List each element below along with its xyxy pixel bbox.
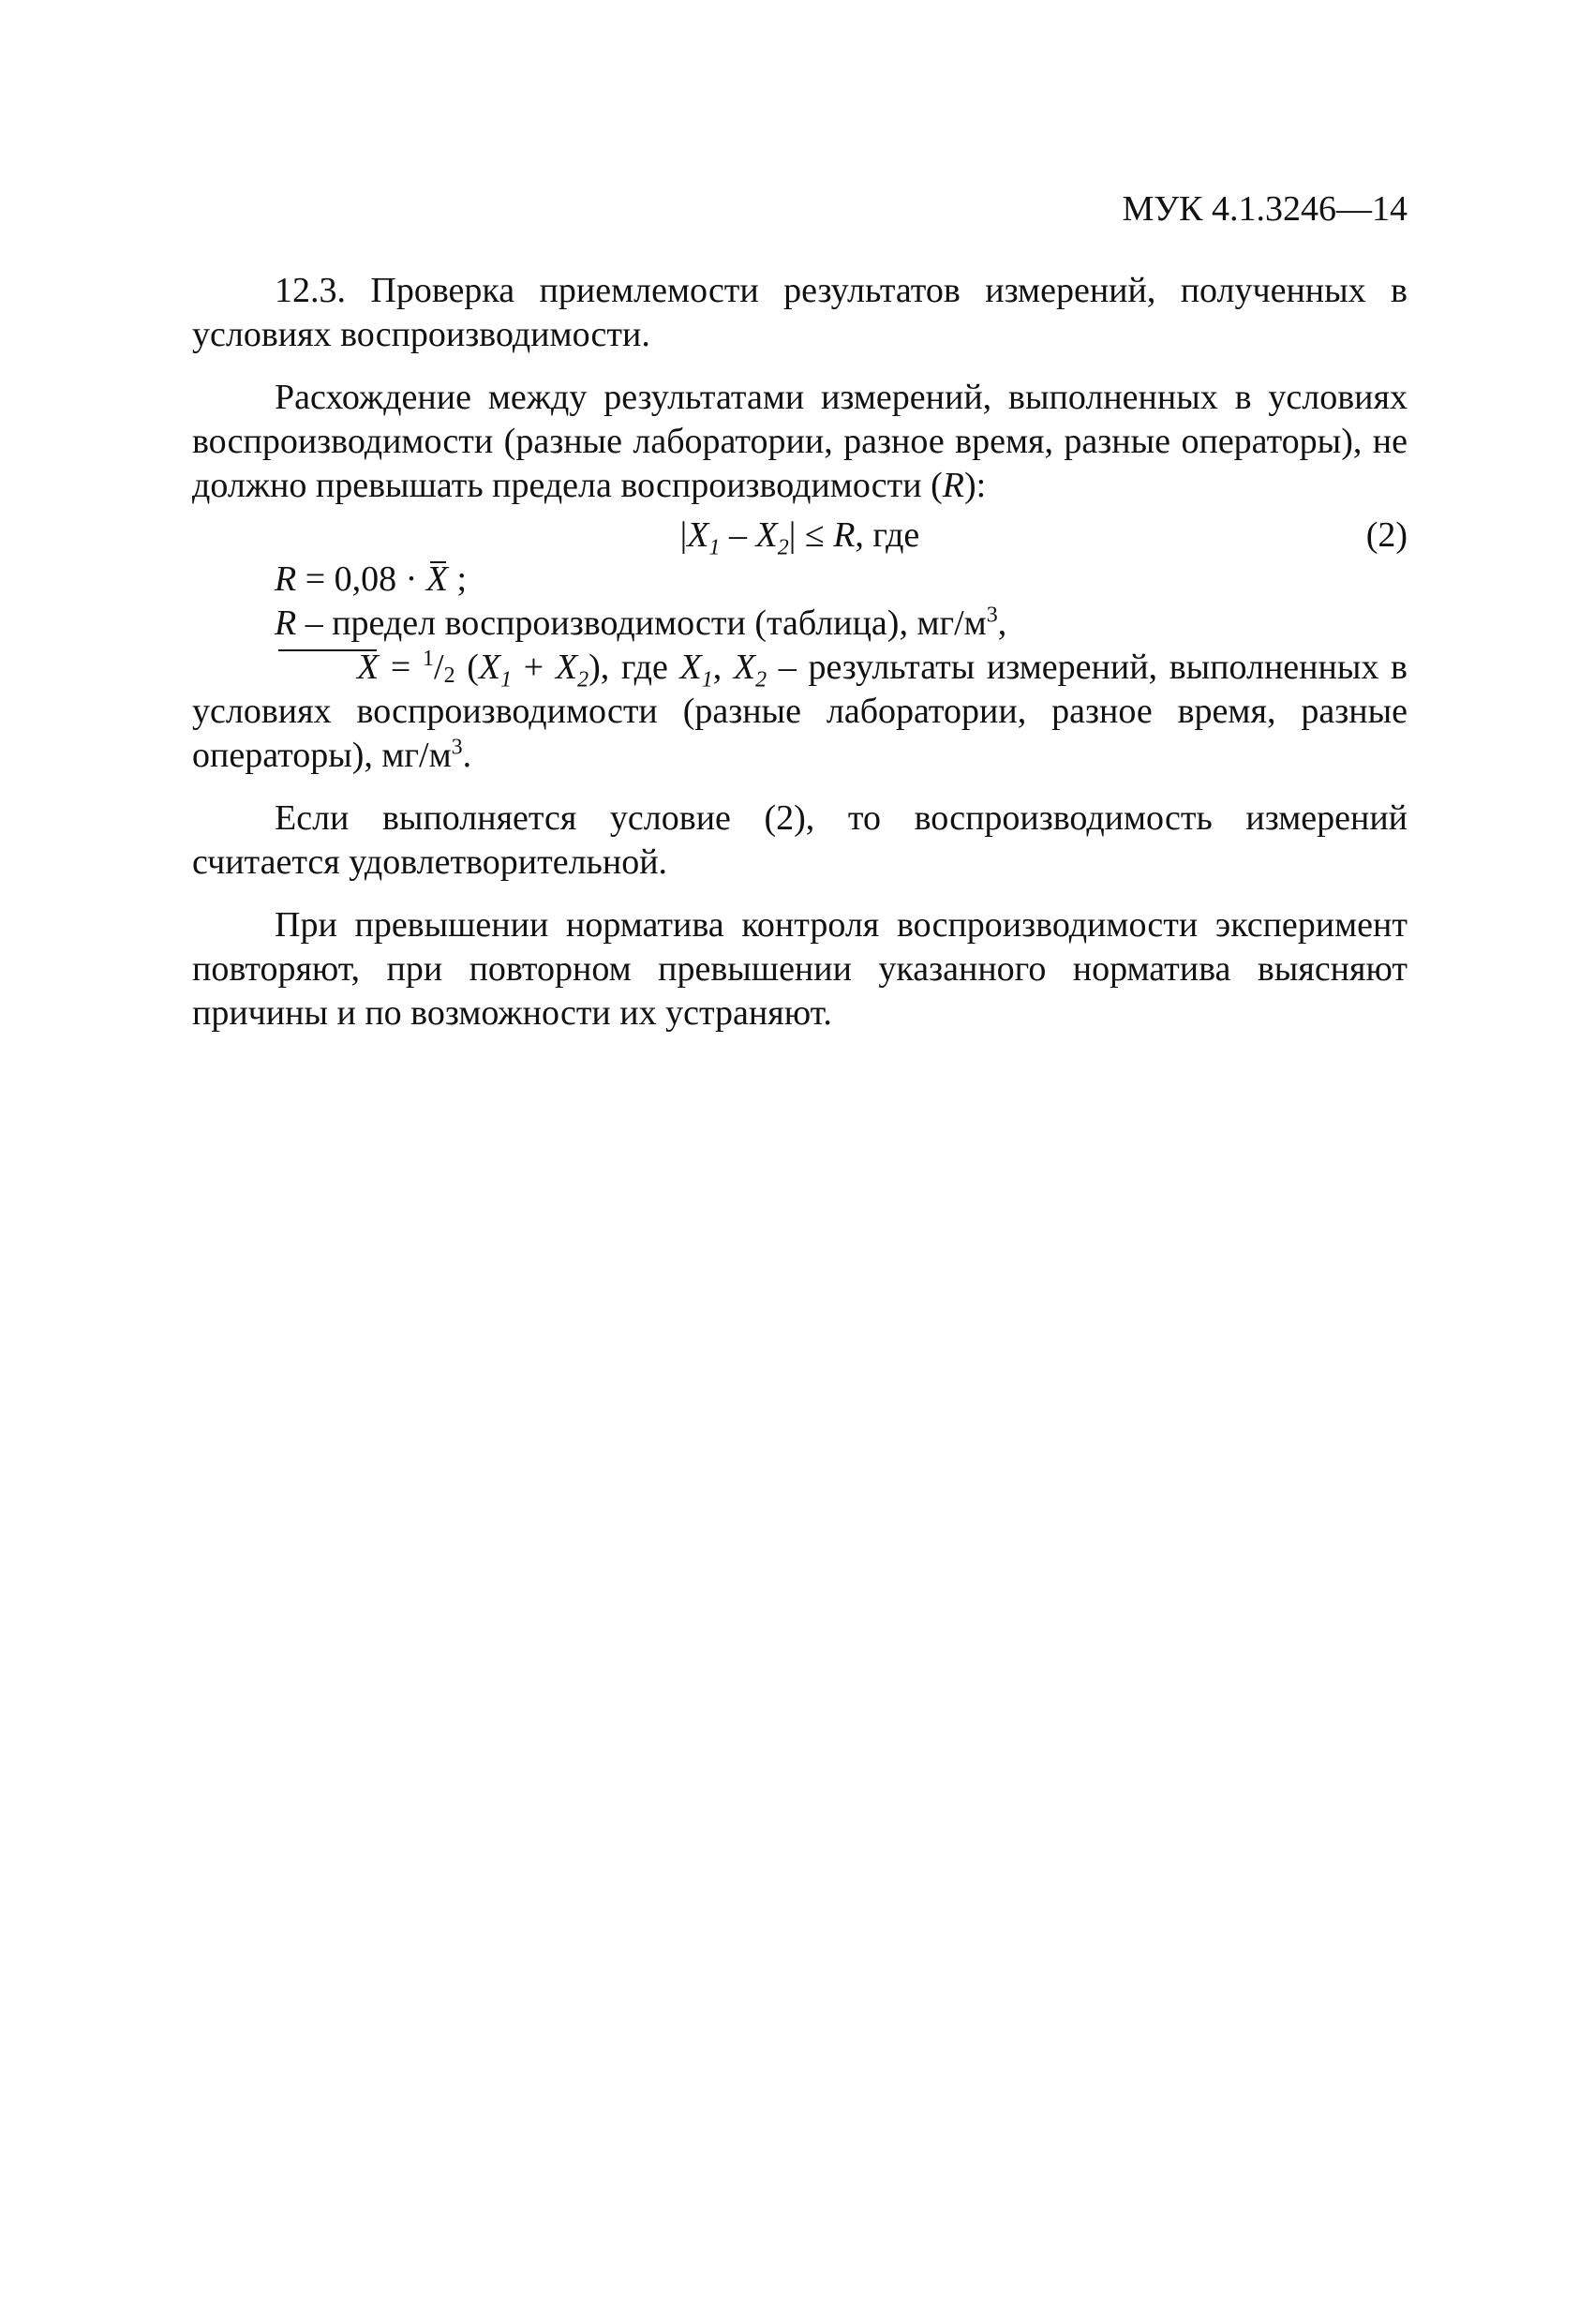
paragraph-text: Расхождение между результатами измерений, выполненных в условиях воспроизводимости (разные лаборатории, разное время, разные операторы), не должно превышать предела воспроизводимости ( bbox=[192, 378, 1408, 505]
exceed-paragraph: При превышении норматива контроля воспроизводимости эксперимент повторяют, при повторном превышении указанного норматива выясняют причины и по возможности их устраняют. bbox=[192, 905, 1408, 1033]
open-paren: ( bbox=[454, 648, 479, 687]
symbol-x1: X bbox=[679, 648, 702, 687]
condition-paragraph: Если выполняется условие (2), то воспроизводимость измерений считается удовлетворительной. bbox=[192, 798, 1408, 882]
symbol-r: R bbox=[942, 466, 964, 505]
symbol-x-mean: X bbox=[426, 558, 448, 602]
symbol-x1: X bbox=[478, 648, 501, 687]
symbol-x1: X bbox=[687, 515, 709, 555]
definition-r-formula bbox=[275, 558, 1408, 602]
fraction-slash: / bbox=[434, 648, 444, 687]
period: . bbox=[462, 736, 472, 775]
minus-sign: – bbox=[720, 515, 756, 555]
section-heading: 12.3. Проверка приемлемости результатов измерений, полученных в условиях воспроизводимости. bbox=[192, 271, 1408, 354]
equals-sign: = bbox=[379, 648, 423, 687]
formula-number: (2) bbox=[1365, 515, 1408, 555]
equals-coef: = 0,08 · bbox=[296, 559, 426, 599]
definition-text: – результаты измерений, выполненных в условиях воспроизводимости (разные лаборатории, разное время, разные операторы), мг/м bbox=[192, 648, 1408, 775]
symbol-x2: X bbox=[555, 648, 578, 687]
close-paren-where: ), где bbox=[588, 648, 680, 687]
subscript-1: 1 bbox=[708, 535, 721, 560]
document-page bbox=[192, 187, 1408, 1035]
document-code: МУК 4.1.3246—14 bbox=[1122, 189, 1408, 229]
subscript-2: 2 bbox=[577, 667, 589, 693]
paragraph-end: ): bbox=[963, 466, 987, 505]
formula-2 bbox=[192, 514, 1408, 558]
leq-sign: ≤ bbox=[796, 515, 834, 555]
definition-r-text bbox=[275, 602, 1408, 646]
plus-sign: + bbox=[512, 648, 556, 687]
abs-bar-left: | bbox=[679, 515, 688, 555]
symbol-r: R bbox=[833, 515, 856, 555]
fraction-numerator: 1 bbox=[423, 647, 434, 671]
subscript-2: 2 bbox=[755, 667, 767, 693]
fraction-denominator: 2 bbox=[443, 663, 455, 688]
subscript-2: 2 bbox=[777, 535, 789, 560]
abs-bar-right: | bbox=[788, 515, 797, 555]
subscript-1: 1 bbox=[701, 667, 713, 693]
symbol-r: R bbox=[275, 559, 297, 599]
reproducibility-paragraph bbox=[192, 376, 1408, 508]
symbol-r: R bbox=[275, 603, 297, 643]
comma: , bbox=[712, 648, 734, 687]
superscript-3: 3 bbox=[451, 735, 463, 760]
formula-body bbox=[679, 515, 920, 560]
superscript-3: 3 bbox=[986, 603, 998, 628]
definition-x-mean bbox=[192, 646, 1408, 778]
semicolon: ; bbox=[448, 559, 468, 599]
symbol-x2: X bbox=[733, 648, 756, 687]
comma: , bbox=[997, 603, 1007, 643]
symbol-x-mean: X bbox=[275, 646, 379, 690]
subscript-1: 1 bbox=[500, 667, 513, 693]
formula-tail: , где bbox=[855, 515, 920, 555]
symbol-x2: X bbox=[755, 515, 778, 555]
definition-text: – предел воспроизводимости (таблица), мг/м bbox=[296, 603, 987, 643]
